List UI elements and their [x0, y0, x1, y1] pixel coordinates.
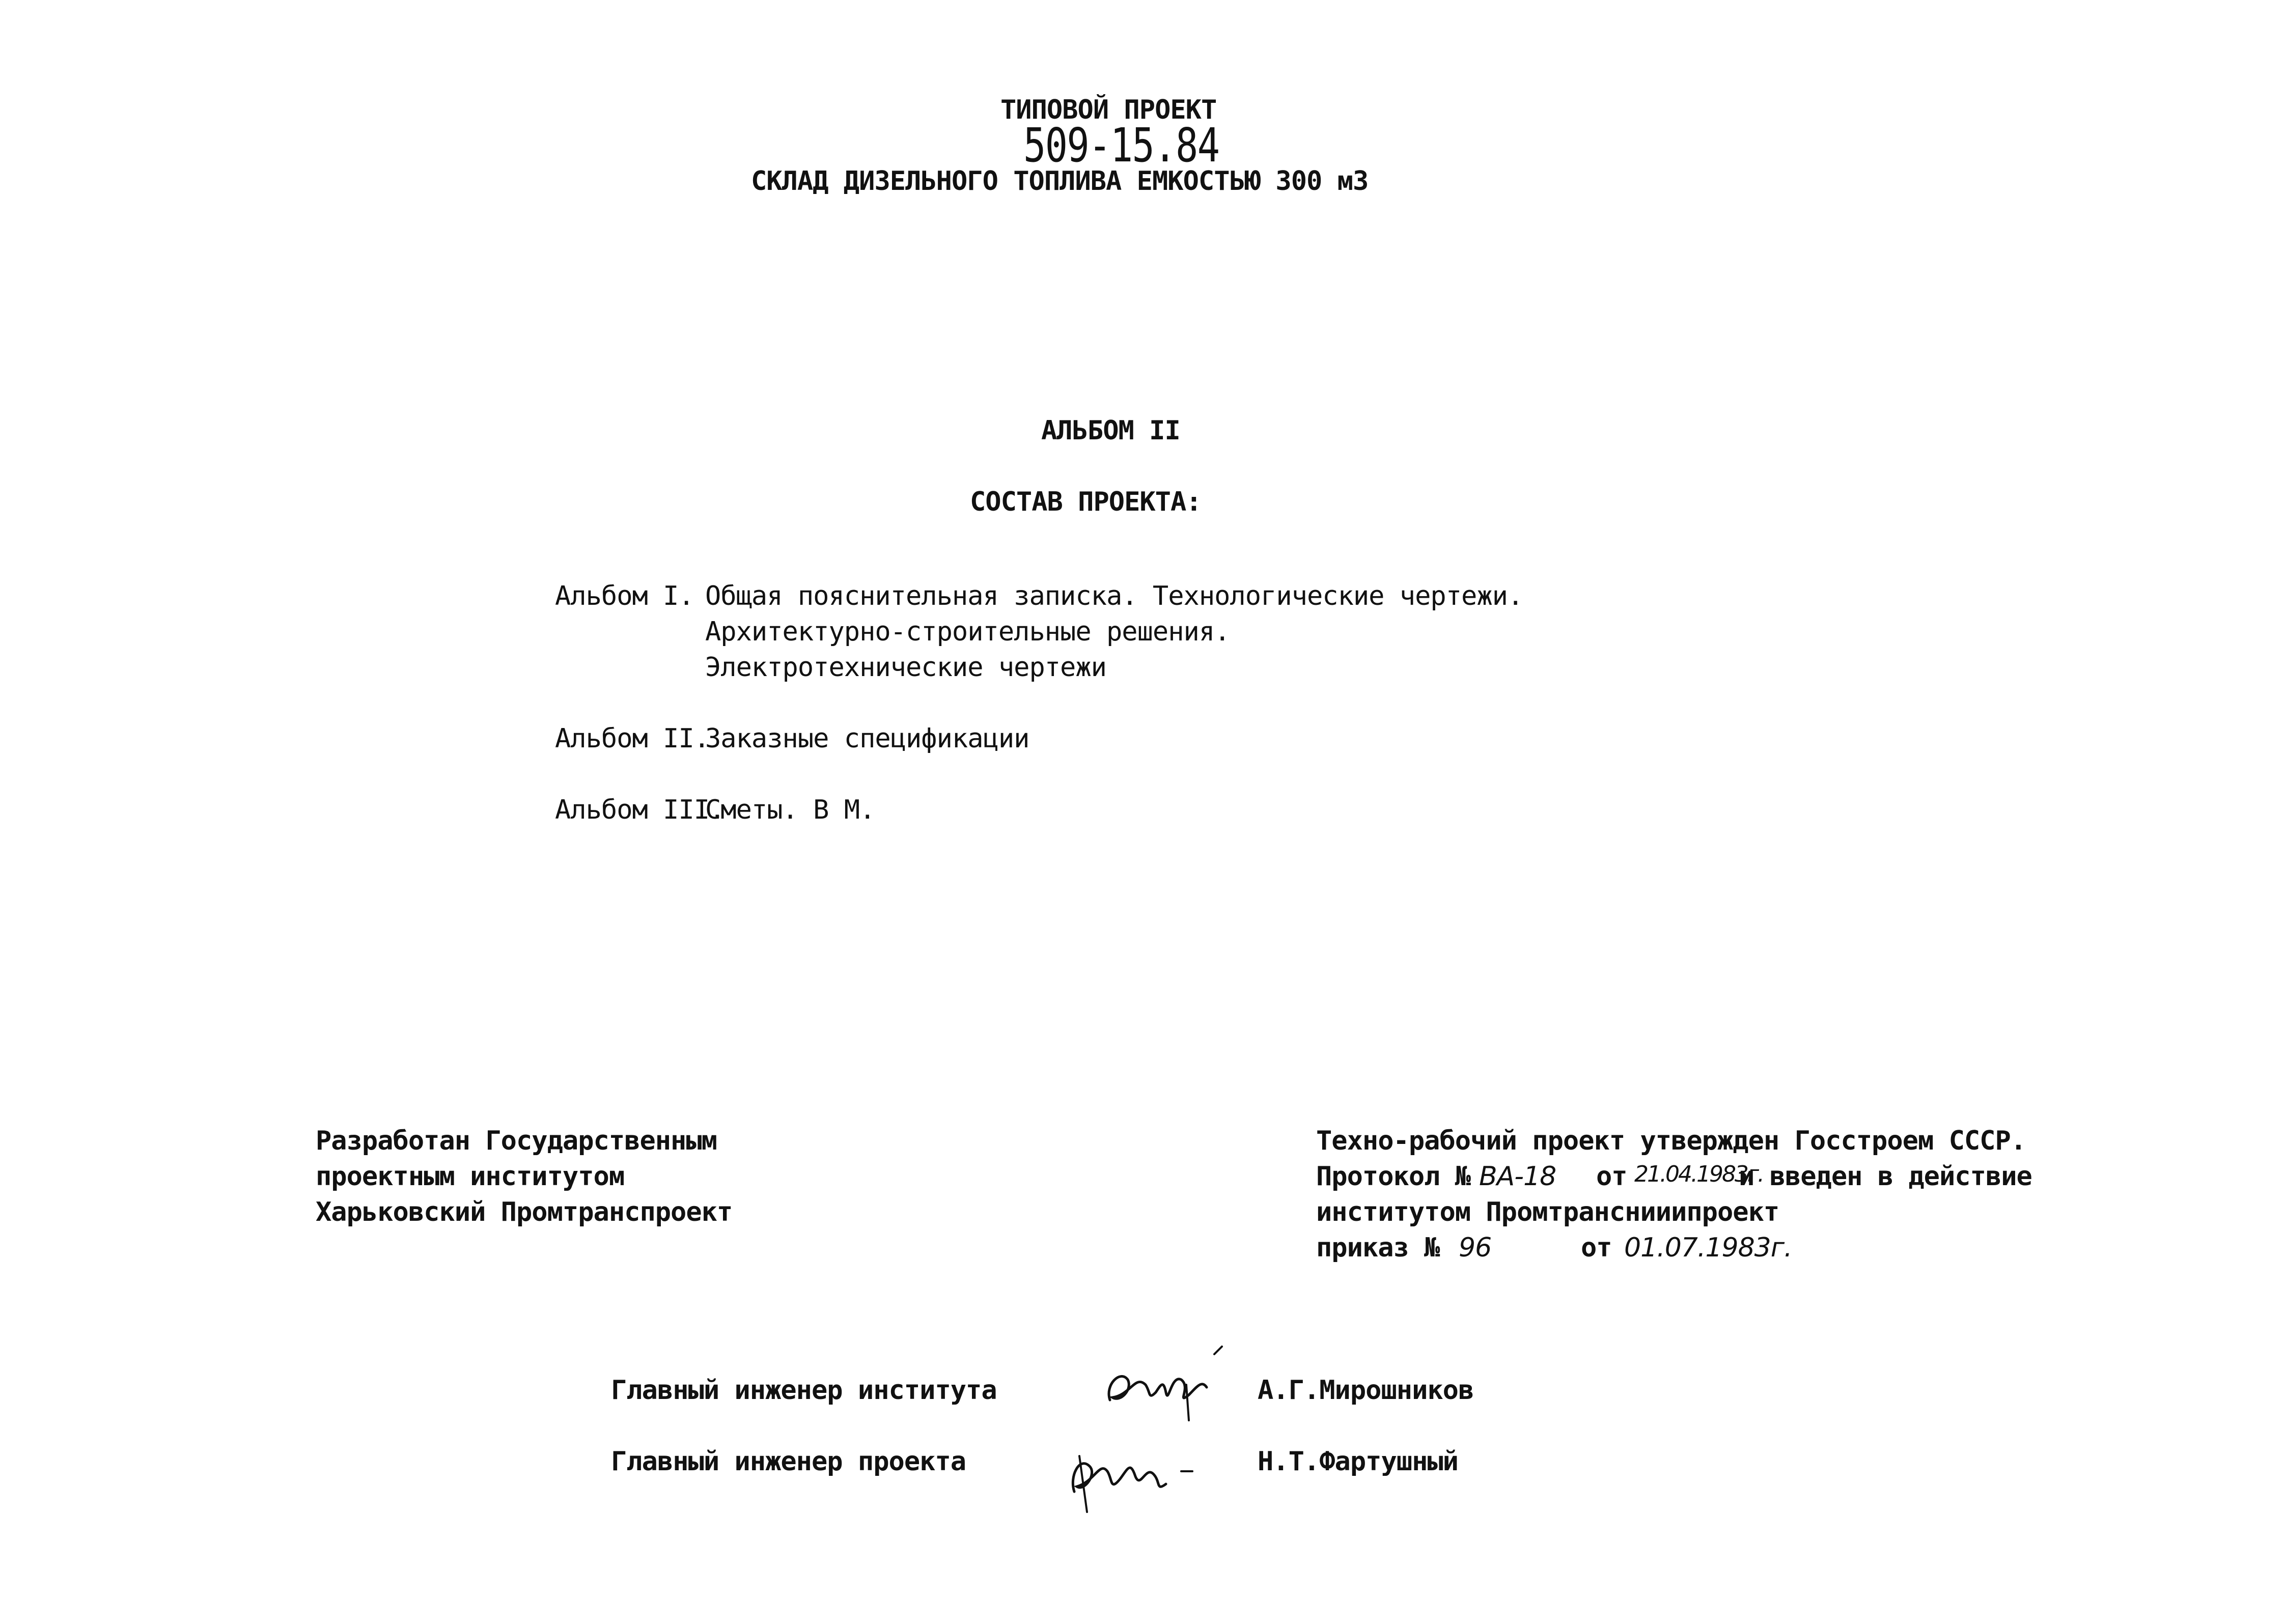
signature-1-image: [1100, 1344, 1232, 1425]
approval-line-2-suffix: и введен в действие: [1739, 1161, 2032, 1192]
order-number: 96: [1459, 1233, 1492, 1263]
header-line-project-title: СКЛАД ДИЗЕЛЬНОГО ТОПЛИВА ЕМКОСТЬЮ 300 м3: [751, 166, 1369, 197]
album-2-label: Альбом II.: [555, 723, 710, 754]
approval-line-1: Техно-рабочий проект утвержден Госстроем СССР.: [1316, 1126, 2026, 1156]
album-3-line-1: Сметы. В М.: [705, 795, 875, 825]
protocol-label: Протокол №: [1316, 1161, 1471, 1192]
order-from-label: от: [1581, 1233, 1612, 1263]
signature-2-image: [1059, 1425, 1202, 1517]
header-line-typical-project: ТИПОВОЙ ПРОЕКТ: [1000, 95, 1217, 125]
project-code: 509-15.84: [1023, 118, 1219, 173]
album-title: АЛЬБОМ II: [1041, 415, 1180, 446]
album-2-line-1: Заказные спецификации: [705, 723, 1029, 754]
developer-line-1: Разработан Государственным: [316, 1126, 717, 1156]
signatory-2-role: Главный инженер проекта: [611, 1446, 966, 1477]
album-1-line-2: Архитектурно-строительные решения.: [705, 617, 1230, 647]
protocol-from-label: от: [1596, 1161, 1627, 1192]
album-1-label: Альбом I.: [555, 581, 694, 611]
developer-line-2: проектным институтом: [316, 1161, 625, 1192]
protocol-number: ВА-18: [1479, 1161, 1556, 1192]
signatory-1-role: Главный инженер института: [611, 1375, 997, 1406]
album-1-line-1: Общая пояснительная записка. Технологические чертежи.: [705, 581, 1523, 611]
order-date: 01.07.1983г.: [1624, 1233, 1792, 1263]
signatory-2-name: Н.Т.Фартушный: [1258, 1446, 1458, 1477]
protocol-date: 21.04.1983г.: [1634, 1161, 1764, 1187]
approval-line-3: институтом Промтранснииипроект: [1316, 1197, 1779, 1227]
album-3-label: Альбом III.: [555, 795, 725, 825]
order-label: приказ №: [1316, 1233, 1440, 1263]
developer-line-3: Харьковский Промтранспроект: [316, 1197, 733, 1227]
signatory-1-name: А.Г.Мирошников: [1258, 1375, 1474, 1406]
composition-title: СОСТАВ ПРОЕКТА:: [970, 487, 1202, 517]
album-1-line-3: Электротехнические чертежи: [705, 652, 1106, 683]
